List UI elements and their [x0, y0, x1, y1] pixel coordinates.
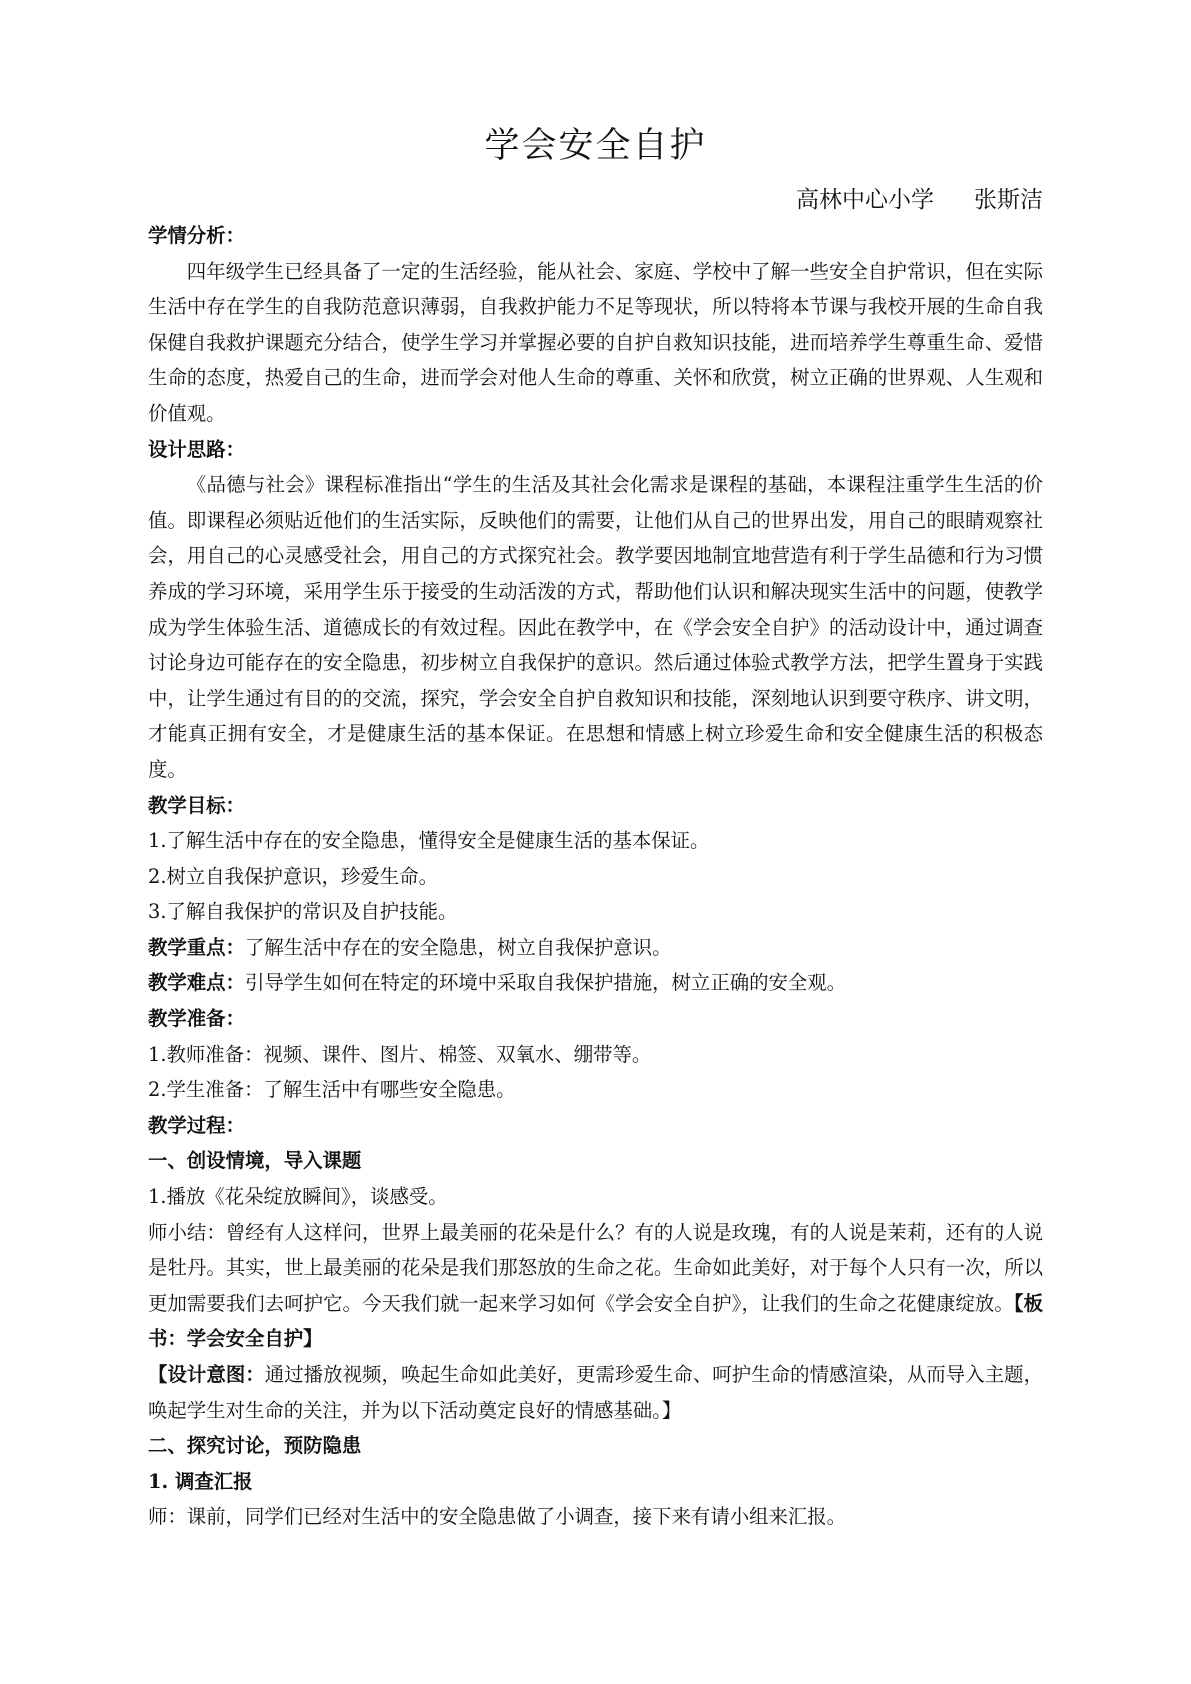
- blackboard-note: 【板书：学会安全自护】: [148, 1291, 1043, 1351]
- design-paragraph: 《品德与社会》课程标准指出“学生的生活及其社会化需求是课程的基础，本课程注重学生生活的价值。即课程必须贴近他们的生活实际，反映他们的需要，让他们从自己的世界出发，用自己的眼睛观察社会，用自己的心灵感受社会，用自己的方式探究社会。教学要因地制宜地营造有利于学生品德和行为习惯养成的学习环境，采用学生乐于接受的生动活泼的方式，帮助他们认识和解决现实生活中的问题，使教学成为学生体验生活、道德成长的有效过程。因此在教学中，在《学会安全自护》的活动设计中，通过调查讨论身边可能存在的安全隐患，初步树立自我保护的意识。然后通过体验式教学方法，把学生置身于实践中，让学生通过有目的的交流，探究，学会安全自护自救知识和技能，深刻地认识到要守秩序、讲文明，才能真正拥有安全，才是健康生活的基本保证。在思想和情感上树立珍爱生命和安全健康生活的积极态度。: [148, 473, 1043, 781]
- goal-item-2: 2.树立自我保护意识，珍爱生命。: [148, 864, 438, 888]
- part1-summary: [148, 1215, 1043, 1357]
- part2-paragraph: 师：课前，同学们已经对生活中的安全隐患做了小调查，接下来有请小组来汇报。: [148, 1505, 847, 1529]
- author-name: 张斯洁: [974, 187, 1043, 213]
- prep-item-2: 2.学生准备：了解生活中有哪些安全隐患。: [148, 1078, 516, 1102]
- difficulty-text: 引导学生如何在特定的环境中采取自我保护措施，树立正确的安全观。: [244, 971, 847, 995]
- process-heading: 教学过程：: [148, 1113, 245, 1137]
- key-point-label: 教学重点：: [148, 935, 245, 959]
- part1-summary-text: 师小结：曾经有人这样问，世界上最美丽的花朵是什么？有的人说是玫瑰，有的人说是茉莉，还有的人说是牡丹。其实，世上最美丽的花朵是我们那怒放的生命之花。生命如此美好，对于每个人只有一次，所以更加需要我们去呵护它。今天我们就一起来学习如何《学会安全自护》，让我们的生命之花健康绽放。: [148, 1220, 1043, 1315]
- prep-heading: 教学准备：: [148, 1007, 245, 1031]
- author-line: [796, 183, 1043, 217]
- part2-heading: 二、探究讨论，预防隐患: [148, 1434, 362, 1458]
- part1-item-1: 1.播放《花朵绽放瞬间》，谈感受。: [148, 1185, 448, 1209]
- design-intent-text: 通过播放视频，唤起生命如此美好，更需珍爱生命、呵护生命的情感渲染，从而导入主题，唤起学生对生命的关注，并为以下活动奠定良好的情感基础。】: [148, 1363, 1044, 1422]
- key-point-text: 了解生活中存在的安全隐患，树立自我保护意识。: [244, 935, 672, 959]
- goals-heading: 教学目标：: [148, 793, 245, 817]
- goal-item-1: 1.了解生活中存在的安全隐患，懂得安全是健康生活的基本保证。: [148, 829, 710, 853]
- difficulty-line: [148, 965, 1043, 1001]
- prep-item-1: 1.教师准备：视频、课件、图片、棉签、双氧水、绷带等。: [148, 1042, 652, 1066]
- document-body: [148, 218, 1043, 1535]
- part2-subheading: 1. 调查汇报: [148, 1469, 253, 1493]
- part1-intent: [148, 1357, 1043, 1428]
- key-point-line: [148, 930, 1043, 966]
- analysis-paragraph: 四年级学生已经具备了一定的生活经验，能从社会、家庭、学校中了解一些安全自护常识，但在实际生活中存在学生的自我防范意识薄弱，自我救护能力不足等现状，所以特将本节课与我校开展的生命自我保健自我救护课题充分结合，使学生学习并掌握必要的自护自救知识技能，进而培养学生尊重生命、爱惜生命的态度，热爱自己的生命，进而学会对他人生命的尊重、关怀和欣赏，树立正确的世界观、人生观和价值观。: [148, 259, 1043, 425]
- design-intent-label: 【设计意图：: [148, 1363, 265, 1386]
- difficulty-label: 教学难点：: [148, 971, 245, 995]
- page-title: 学会安全自护: [484, 126, 707, 166]
- author-school: 高林中心小学: [796, 187, 934, 213]
- analysis-heading: 学情分析：: [148, 224, 245, 247]
- goal-item-3: 3.了解自我保护的常识及自护技能。: [148, 900, 458, 924]
- design-heading: 设计思路：: [148, 437, 245, 461]
- part1-heading: 一、创设情境，导入课题: [148, 1149, 362, 1173]
